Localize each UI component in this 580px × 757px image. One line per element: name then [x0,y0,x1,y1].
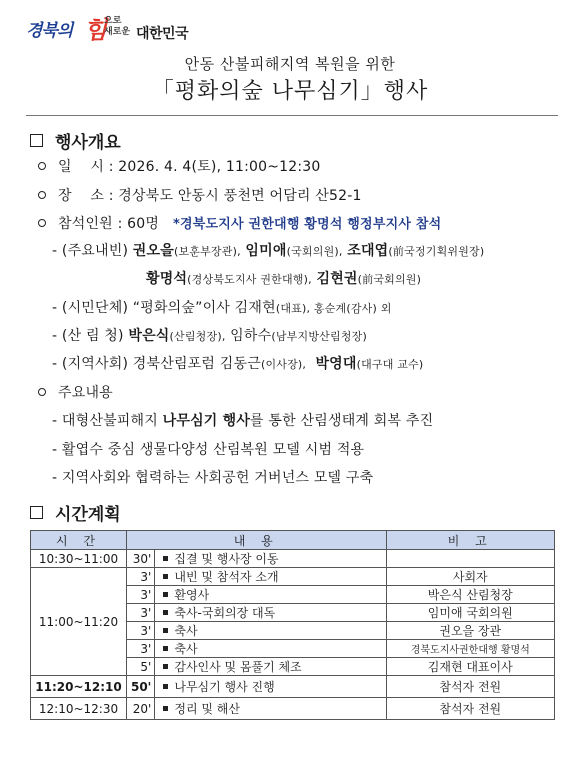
row-duration: 3' [126,622,154,640]
table-row [31,568,555,586]
logo-big-text: 대한민국 [136,26,189,42]
circle-bullet-icon [38,162,46,170]
square-bullet-icon [163,706,168,711]
row-time: 10:30~11:00 [31,550,127,568]
row-time: 12:10~12:30 [31,698,127,720]
vip4-name: 황명석 [146,271,188,287]
square-bullet-icon [163,628,168,633]
attend-value: : 60명 [117,216,160,232]
square-bullet-icon [163,646,168,651]
square-bullet-icon [163,664,168,669]
row-note: 경북도지사권한대행 황명석 [386,640,554,658]
checkbox-square-icon [30,134,43,147]
row-duration: 20' [126,698,154,720]
content1-pre: - 대형산불피해지 [52,413,163,429]
title-line2: 「평화의숲 나무심기」행사 [151,79,429,104]
attend-note: *경북도지사 권한대행 황명석 행정부지사 참석 [173,217,442,232]
row-note: 참석자 전원 [386,676,554,698]
row-item-text: 축사 [174,642,198,656]
vip2-role: (국회의원), [286,245,343,258]
header-content: 내 용 [126,531,386,550]
overview-heading [30,128,121,153]
attend-line [38,213,441,233]
row-item [155,698,386,720]
content-label: 주요내용 [58,385,113,401]
logo-small-bottom: 새로운 [104,27,131,37]
row-duration: 3' [126,568,154,586]
vip4-role: (경상북도지사 권한대행), [187,273,312,286]
row-note: 사회자 [386,568,554,586]
schedule-heading-text: 시간계획 [55,505,121,525]
row-item-text: 집결 및 행사장 이동 [174,552,279,566]
table-row [31,550,555,568]
date-value: : 2026. 4. 4(토), 11:00~12:30 [108,159,321,175]
date-line [38,156,321,176]
schedule-header-row [31,531,555,550]
row-note: 참석자 전원 [386,698,554,720]
row-time: 11:20~12:10 [31,676,127,698]
row-item-text: 환영사 [174,588,210,602]
place-line [38,185,362,205]
row-note: 박은식 산림청장 [386,586,554,604]
row-item [155,622,386,640]
content-line-2: - 활엽수 중심 생물다양성 산림복원 모델 시범 적용 [52,442,365,458]
checkbox-square-icon [30,506,43,519]
vip-line-2 [146,268,421,288]
forest-line [52,325,367,345]
row-item-text: 축사 [174,624,198,638]
table-row [31,698,555,720]
local1-value: 경북산림포럼 김동근 [132,356,261,372]
local-tag: - (지역사회) [52,356,129,372]
header-note: 비 고 [386,531,554,550]
logo [26,14,196,44]
row-item [155,640,386,658]
square-bullet-icon [163,684,168,689]
logo-swirl-text: 힘 [84,16,108,44]
local2-role: (대구대 교수) [356,358,424,371]
row-item [155,676,386,698]
logo-small-text [104,16,130,38]
local-line [52,353,423,373]
schedule-heading [30,500,121,525]
civic-tag: - (시민단체) [52,300,129,316]
square-bullet-icon [163,556,168,561]
title-divider [26,115,558,116]
row-duration: 30' [126,550,154,568]
civic-line [52,297,392,317]
row-duration: 3' [126,586,154,604]
row-time: 11:00~11:20 [31,568,127,676]
row-duration: 50' [126,676,154,698]
row-item [155,550,386,568]
circle-bullet-icon [38,219,46,227]
square-bullet-icon [163,592,168,597]
row-item-text: 정리 및 해산 [174,702,240,716]
table-row [31,676,555,698]
date-label: 일 시 [58,159,105,175]
row-note: 김재현 대표이사 [386,658,554,676]
title-line1: 안동 산불피해지역 복원을 위한 [184,55,396,73]
overview-heading-text: 행사개요 [55,133,121,153]
row-duration: 3' [126,640,154,658]
vip-tag: - (주요내빈) [52,243,129,259]
place-value: : 경상북도 안동시 풍천면 어담리 산52-1 [108,188,362,204]
vip5-name: 김현권 [316,271,358,287]
row-item [155,658,386,676]
row-item-text: 내빈 및 참석자 소개 [174,570,279,584]
square-bullet-icon [163,574,168,579]
forest-tag: - (산 림 청) [52,328,124,344]
square-bullet-icon [163,610,168,615]
content1-bold: 나무심기 행사 [162,413,251,429]
row-item [155,568,386,586]
vip2-name: 임미애 [245,243,287,259]
logo-small-top: 으로 [104,16,122,26]
row-item [155,586,386,604]
header-time: 시 간 [31,531,127,550]
local1-role: (이사장), [260,358,307,371]
vip3-role: (前국정기획위원장) [388,245,485,258]
content-line-1 [52,410,433,430]
vip-line-1 [52,240,484,260]
content-heading-line [38,382,113,402]
logo-main-text: 경북의 [26,21,73,41]
content1-post: 를 통한 산림생태계 회복 추진 [250,413,434,429]
local2-value: 박영대 [315,356,357,372]
circle-bullet-icon [38,191,46,199]
row-note: 권오을 장관 [386,622,554,640]
row-duration: 3' [126,604,154,622]
content-line-3: - 지역사회와 협력하는 사회공헌 거버넌스 모델 구축 [52,470,374,486]
row-item-text: 축사-국회의장 대독 [174,606,276,620]
forest1-role: (산림청장), [169,330,226,343]
forest2-value: 임하수 [230,328,272,344]
forest1-name: 박은식 [128,328,170,344]
vip5-role: (前국회의원) [357,273,422,286]
row-item-text: 나무심기 행사 진행 [174,680,275,694]
forest2-role: (남부지방산림청장) [271,330,367,343]
row-item [155,604,386,622]
vip1-name: 권오을 [132,243,174,259]
row-note [386,550,554,568]
row-item-text: 감사인사 및 몸풀기 체조 [174,660,302,674]
row-note: 임미애 국회의원 [386,604,554,622]
vip1-role: (보훈부장관), [173,245,241,258]
schedule-table [30,530,555,720]
civic-role: (대표), 홍순계(감사) 외 [275,302,392,315]
circle-bullet-icon [38,388,46,396]
civic-value: “평화의숲”이사 김재현 [132,300,276,316]
attend-label: 참석인원 [58,216,113,232]
place-label: 장 소 [58,188,105,204]
vip3-name: 조대엽 [347,243,389,259]
row-duration: 5' [126,658,154,676]
